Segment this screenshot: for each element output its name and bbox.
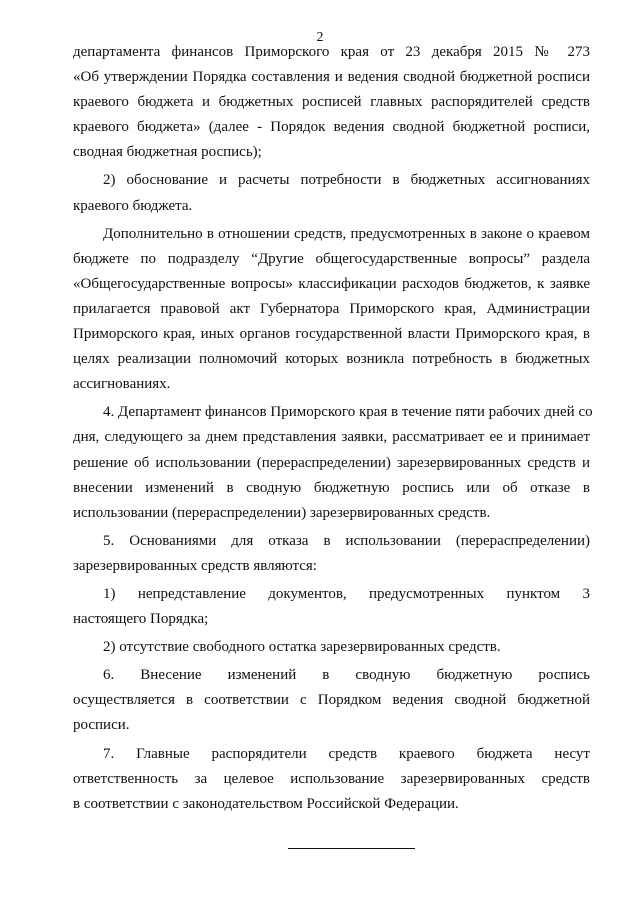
paragraph (73, 400, 593, 525)
text-line: ассигнованиях. (73, 376, 171, 393)
text-line: осуществляется в соответствии с Порядком ведения сводной бюджетной (73, 692, 590, 709)
text-line: использовании (перераспределении) зарезервированных средств. (73, 504, 491, 521)
text-line: «Общегосударственные вопросы» классификации расходов бюджетов, к заявке (73, 275, 590, 292)
text-line: краевого бюджета. (73, 197, 193, 214)
text-line: целях реализации полномочий которых возникла потребность в бюджетных (73, 351, 590, 368)
paragraph (73, 222, 590, 398)
text-line: зарезервированных средств являются: (73, 557, 317, 574)
text-line: дня, следующего за днем представления заявки, рассматривает ее и принимает (73, 429, 590, 446)
text-line: 4. Департамент финансов Приморского края в течение пяти рабочих дней со (103, 404, 593, 421)
document-body (73, 40, 593, 817)
text-line: 6. Внесение изменений в сводную бюджетную роспись (103, 667, 590, 684)
paragraph (73, 529, 590, 579)
text-line: бюджете по подразделу “Другие общегосударственные вопросы” раздела (73, 250, 590, 267)
paragraph (73, 635, 590, 660)
text-line: 7. Главные распорядители средств краевого бюджета несут (103, 745, 590, 762)
text-line: Дополнительно в отношении средств, предусмотренных в законе о краевом (103, 225, 590, 242)
text-line: ответственность за целевое использование зарезервированных средств (73, 770, 590, 787)
paragraph (73, 40, 590, 165)
paragraph (73, 742, 590, 817)
text-line: сводная бюджетная роспись); (73, 144, 262, 161)
text-line: краевого бюджета и бюджетных росписей главных распорядителей средств (73, 94, 590, 111)
text-line: решение об использовании (перераспределении) зарезервированных средств и (73, 454, 590, 471)
page-number: 2 (316, 30, 324, 45)
paragraph (73, 582, 590, 632)
text-line: росписи. (73, 717, 130, 734)
text-line: 2) отсутствие свободного остатка зарезервированных средств. (103, 639, 501, 656)
text-line: Приморского края, иных органов государственной власти Приморского края, в (73, 326, 590, 343)
text-line: «Об утверждении Порядка составления и ведения сводной бюджетной росписи (73, 69, 590, 86)
text-line: краевого бюджета» (далее - Порядок ведения сводной бюджетной росписи, (73, 119, 590, 136)
text-line: настоящего Порядка; (73, 611, 209, 628)
text-line: в соответствии с законодательством Российской Федерации. (73, 795, 459, 812)
footer-separator (288, 848, 415, 849)
text-line: департамента финансов Приморского края от 23 декабря 2015 № 273 (73, 44, 590, 60)
text-line: прилагается правовой акт Губернатора Приморского края, Администрации (73, 300, 590, 317)
paragraph (73, 168, 590, 218)
text-line: внесении изменений в сводную бюджетную роспись или об отказе в (73, 479, 590, 496)
text-line: 1) непредставление документов, предусмотренных пунктом 3 (103, 585, 590, 602)
text-line: 5. Основаниями для отказа в использовании (перераспределении) (103, 532, 590, 549)
paragraph (73, 663, 590, 738)
text-line: 2) обоснование и расчеты потребности в бюджетных ассигнованиях (103, 172, 590, 189)
